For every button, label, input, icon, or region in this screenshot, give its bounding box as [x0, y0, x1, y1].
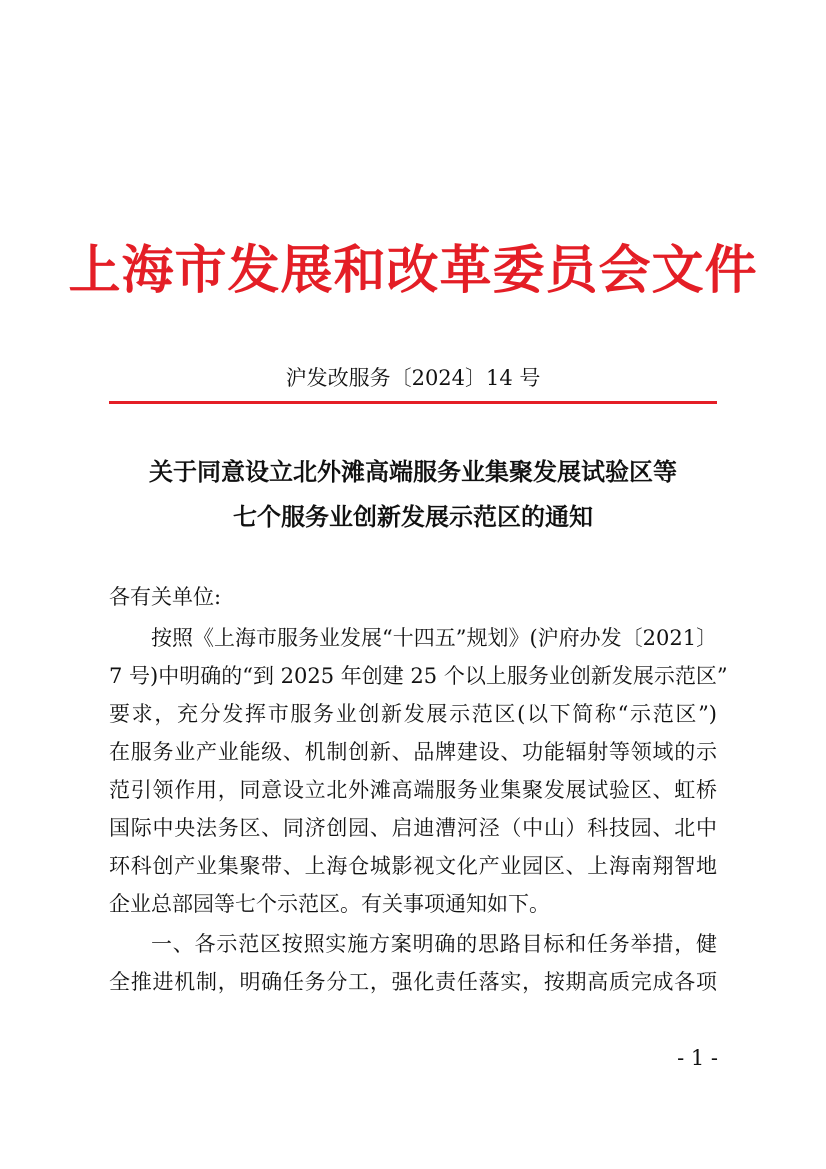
document-title-line-2: 七个服务业创新发展示范区的通知 — [233, 502, 593, 531]
document-masthead: 上海市发展和改革委员会文件 — [68, 240, 758, 301]
document-title-line-1: 关于同意设立北外滩高端服务业集聚发展试验区等 — [149, 457, 677, 486]
body-line: 企业总部园等七个示范区。有关事项通知如下。 — [109, 892, 550, 916]
red-divider-line — [109, 401, 717, 404]
body-line: 环科创产业集聚带、上海仓城影视文化产业园区、上海南翔智地 — [109, 854, 717, 878]
page-number: - 1 - — [677, 1046, 718, 1070]
body-line: 范引领作用，同意设立北外滩高端服务业集聚发展试验区、虹桥 — [109, 778, 717, 802]
salutation: 各有关单位: — [109, 585, 222, 609]
body-line: 一、各示范区按照实施方案明确的思路目标和任务举措，健 — [151, 932, 717, 956]
body-line: 在服务业产业能级、机制创新、品牌建设、功能辐射等领域的示 — [109, 740, 717, 764]
body-line: 全推进机制，明确任务分工，强化责任落实，按期高质完成各项 — [109, 970, 717, 994]
body-line: 7 号)中明确的“到 2025 年创建 25 个以上服务业创新发展示范区” — [109, 664, 728, 688]
body-line: 国际中央法务区、同济创园、启迪漕河泾（中山）科技园、北中 — [109, 816, 717, 840]
document-number: 沪发改服务〔2024〕14 号 — [285, 366, 541, 390]
body-line: 按照《上海市服务业发展“十四五”规划》(沪府办发〔2021〕 — [151, 626, 718, 650]
body-line: 要求，充分发挥市服务业创新发展示范区(以下简称“示范区”) — [109, 702, 717, 726]
